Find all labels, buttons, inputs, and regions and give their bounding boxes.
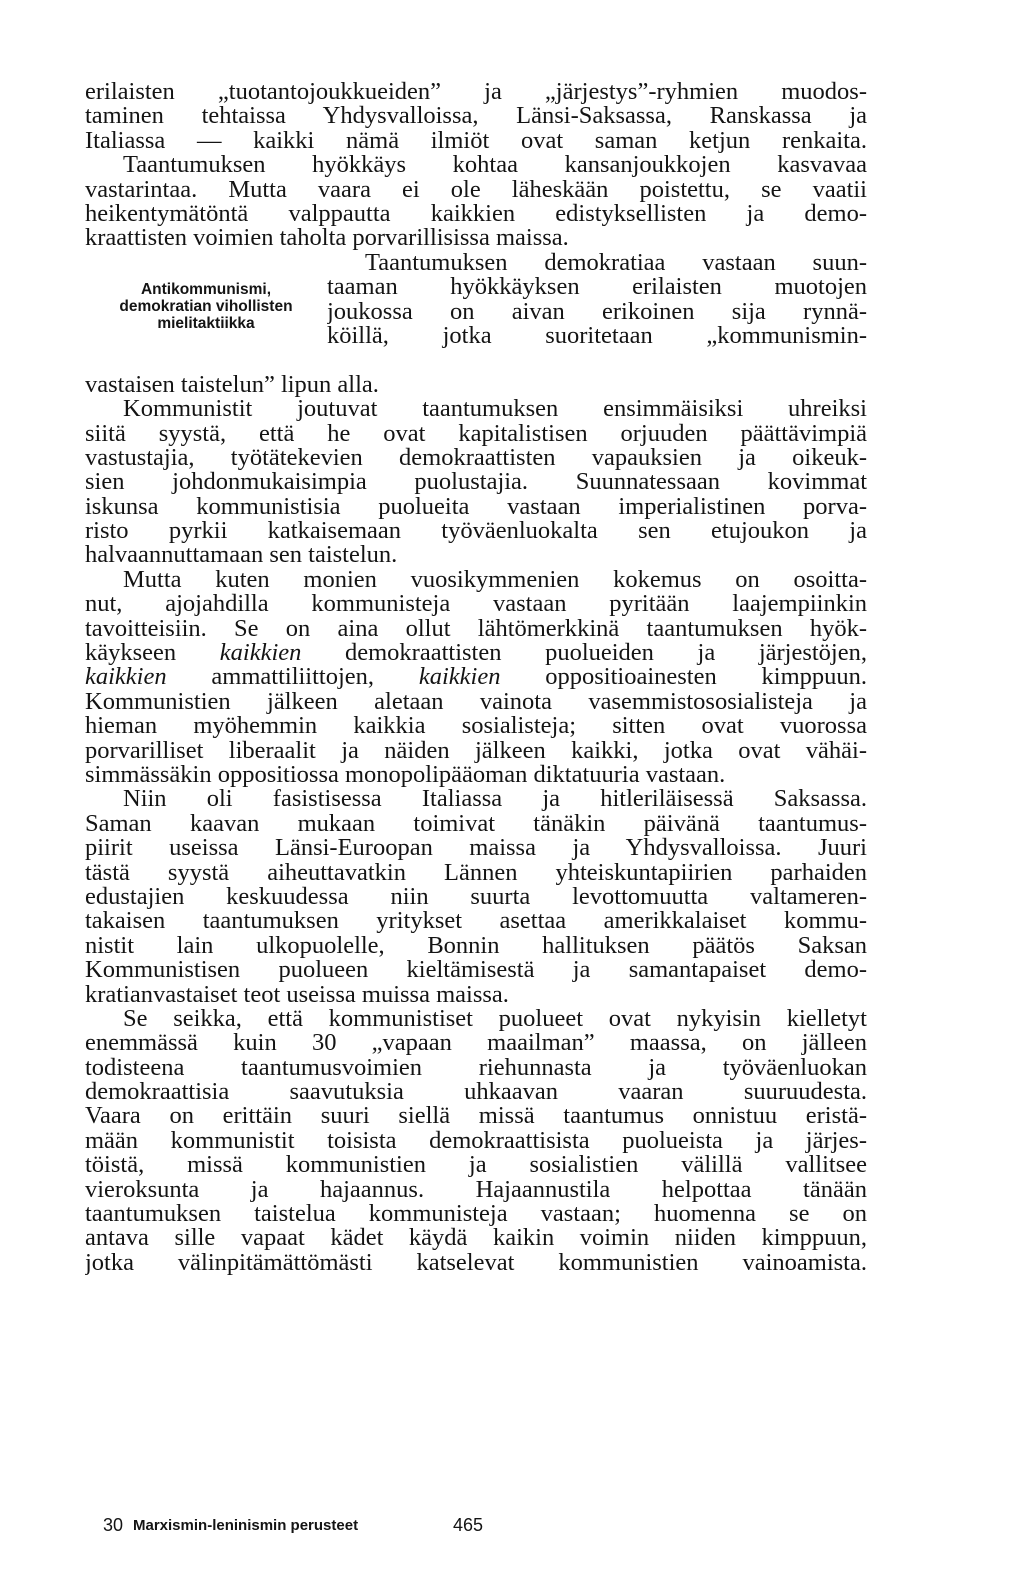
text-line: hieman myöhemmin kaikkia sosialisteja; sitten ovat vuorossa <box>85 714 867 739</box>
text-line: kraattisten voimien taholta porvarillisissa maissa. <box>85 226 569 251</box>
text-line: erilaisten „tuotantojoukkueiden” ja „järjestys”-ryhmien muodos- <box>85 80 867 105</box>
side-heading-line: Antikommunismi, <box>140 280 272 298</box>
text-line: taantumuksen taistelua kommunisteja vastaan; huomenna se on <box>85 1202 867 1227</box>
text-line: Saman kaavan mukaan toimivat tänäkin päivänä taantumus- <box>85 811 867 837</box>
text-line: köillä, jotka suoritetaan „kommunismin- <box>327 323 867 349</box>
text-line: siitä syystä, että he ovat kapitalistisen orjuuden päättävimpiä <box>85 421 867 446</box>
wrapped-paragraph <box>327 251 867 349</box>
text-line: tavoitteisiin. Se on aina ollut lähtömerkkinä taantumuksen hyök- <box>85 616 867 642</box>
text-segment: käykseen <box>85 641 220 666</box>
text-line: heikentymätöntä valppautta kaikkien edistyksellisten ja demo- <box>85 201 867 227</box>
text-line <box>85 641 867 665</box>
text-line: vastaisen taistelun” lipun alla. <box>85 372 379 398</box>
text-line: joukossa on aivan erikoinen sija rynnä- <box>327 299 867 324</box>
text-line: takaisen taantumuksen yritykset asettaa amerikkalaiset kommu- <box>85 909 867 934</box>
text-line: taaman hyökkäyksen erilaisten muotojen <box>327 275 867 300</box>
text-line: Niin oli fasistisessa Italiassa ja hitleriläisessä Saksassa. <box>123 787 867 812</box>
text-line: enemmässä kuin 30 „vapaan maailman” maassa, on jälleen <box>85 1031 867 1056</box>
side-heading-line: mielitaktiikka <box>157 314 255 332</box>
text-line: mään kommunistit toisista demokraattisista puolueista ja järjes- <box>85 1128 867 1154</box>
text-segment: demokraattisten puolueiden ja järjestöjen, <box>301 641 867 666</box>
signature-title: Marxismin-leninismin perusteet <box>133 1517 359 1534</box>
text-line: antava sille vapaat kädet käydä kaikin voimin niiden kimppuun, <box>85 1226 867 1251</box>
text-line: Italiassa — kaikki nämä ilmiöt ovat saman ketjun renkaita. <box>85 128 867 154</box>
text-line: Taantumuksen hyökkäys kohtaa kansanjoukkojen kasvavaa <box>123 153 867 178</box>
text-line: demokraattisia saavutuksia uhkaavan vaaran suuruudesta. <box>85 1080 867 1105</box>
page-body <box>85 80 867 1275</box>
side-heading-line: demokratian vihollisten <box>119 297 293 315</box>
text-line: Mutta kuten monien vuosikymmenien kokemus on osoitta- <box>123 567 867 593</box>
text-line: edustajien keskuudessa niin suurta levottomuutta valtameren- <box>85 884 867 910</box>
side-heading <box>85 281 327 332</box>
text-line: iskunsa kommunistisia puolueita vastaan imperialistinen porva- <box>85 494 867 520</box>
text-line: taminen tehtaissa Yhdysvalloissa, Länsi-Saksassa, Ranskassa ja <box>85 104 867 129</box>
side-heading-block <box>85 251 867 373</box>
emphasis: kaikkien <box>418 665 501 690</box>
emphasis: kaikkien <box>219 641 302 666</box>
text-line: risto pyrkii katkaisemaan työväenluokalta sen etujoukon ja <box>85 519 867 544</box>
signature-number: 30 <box>103 1515 124 1535</box>
text-line: tästä syystä aiheuttavatkin Lännen yhteiskuntapiirien parhaiden <box>85 860 867 885</box>
text-line: töistä, missä kommunistien ja sosialistien välillä vallitsee <box>85 1153 867 1178</box>
emphasis: kaikkien <box>85 665 167 690</box>
text-line: todisteena taantumusvoimien riehunnasta ja työväenluokan <box>85 1055 867 1081</box>
text-line <box>85 665 867 689</box>
text-line: kratianvastaiset teot useissa muissa maissa. <box>85 982 509 1007</box>
text-line: nistit lain ulkopuolelle, Bonnin hallituksen päätös Saksan <box>85 933 867 959</box>
text-line: vieroksunta ja hajaannus. Hajaannustila helpottaa tänään <box>85 1177 867 1203</box>
text-line: Vaara on erittäin suuri siellä missä taantumus onnistuu eristä- <box>85 1104 867 1129</box>
text-line: sien johdonmukaisimpia puolustajia. Suunnatessaan kovimmat <box>85 470 867 495</box>
text-line: piirit useissa Länsi-Euroopan maissa ja Yhdysvalloissa. Juuri <box>85 836 867 861</box>
text-line: Taantumuksen demokratiaa vastaan suun- <box>365 250 867 276</box>
text-line: vastarintaa. Mutta vaara ei ole läheskään poistettu, se vaatii <box>85 177 867 202</box>
page-footer <box>103 1513 503 1537</box>
text-segment: ammattiliittojen, <box>166 665 419 690</box>
text-line: vastustajia, työtätekevien demokraattisten vapauksien ja oikeuk- <box>85 445 867 471</box>
text-line: Kommunistien jälkeen aletaan vainota vasemmistososialisteja ja <box>85 689 867 715</box>
text-line: Kommunistit joutuvat taantumuksen ensimmäisiksi uhreiksi <box>123 397 867 422</box>
text-line: Kommunistisen puolueen kieltämisestä ja samantapaiset demo- <box>85 958 867 983</box>
page-number: 465 <box>453 1515 484 1535</box>
text-line: halvaannuttamaan sen taistelun. <box>85 543 398 568</box>
text-line: nut, ajojahdilla kommunisteja vastaan pyritään laajempiinkin <box>85 592 867 617</box>
text-line: porvarilliset liberaalit ja näiden jälkeen kaikki, jotka ovat vähäi- <box>85 738 867 763</box>
text-line: jotka välinpitämättömästi katselevat kommunistien vainoamista. <box>85 1250 867 1276</box>
text-segment: oppositioainesten kimppuun. <box>500 665 867 690</box>
text-line: Se seikka, että kommunistiset puolueet ovat nykyisin kielletyt <box>123 1006 867 1032</box>
text-line: simmässäkin oppositiossa monopolipääoman diktatuuria vastaan. <box>85 762 726 788</box>
